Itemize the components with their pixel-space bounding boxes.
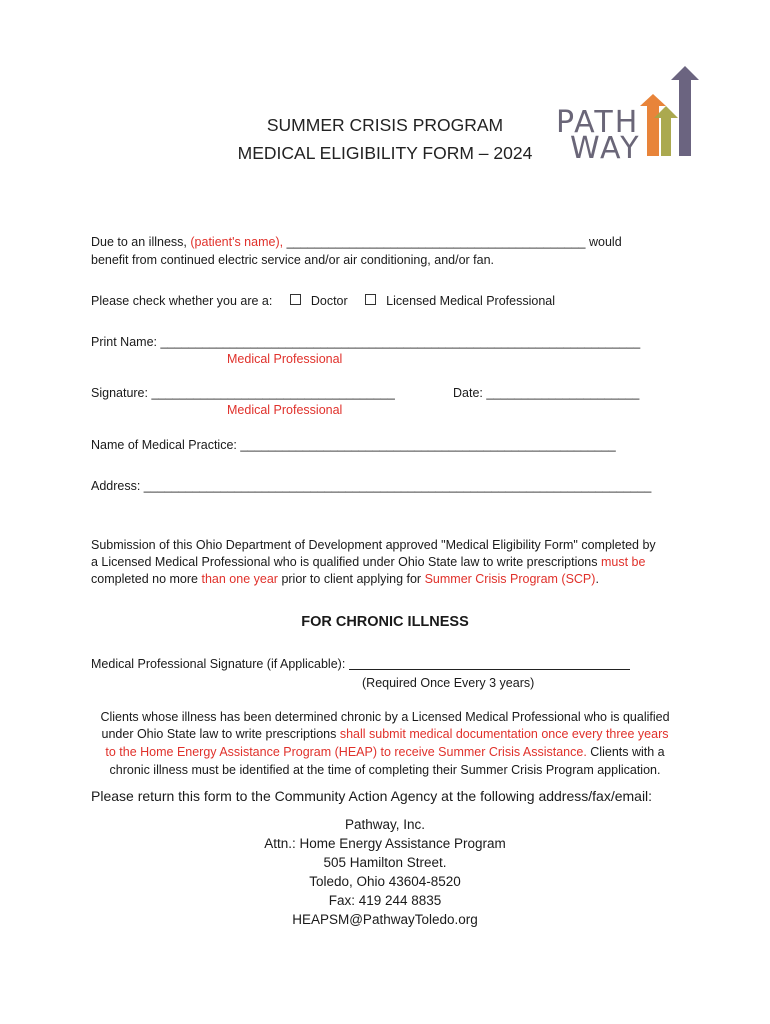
intro-line-1	[91, 235, 622, 249]
chronic-paragraph-line-4: chronic illness must be identified at the time of completing their Summer Crisis Program application.	[109, 763, 661, 777]
doctor-label: Doctor	[310, 294, 348, 308]
logo-text-way: WAY	[570, 131, 641, 166]
medical-practice-field[interactable]: Name of Medical Practice: ______________________________________________________	[91, 438, 616, 452]
licensed-professional-label: Licensed Medical Professional	[386, 294, 555, 308]
chronic-paragraph-line-1: Clients whose illness has been determined chronic by a Licensed Medical Professional who is qualified	[100, 710, 670, 724]
chronic-signature-label: Medical Professional Signature (if Applicable):	[91, 657, 346, 671]
chronic-paragraph-line-3	[0, 745, 770, 759]
pathway-logo	[550, 66, 710, 166]
submission-emphasis: than one year	[201, 572, 278, 586]
signature-sublabel: Medical Professional	[227, 403, 343, 417]
chronic-text: Clients with a	[590, 745, 665, 759]
submission-line-2	[91, 555, 645, 569]
submission-text: a Licensed Medical Professional who is qualified under Ohio State law to write prescriptions	[91, 555, 598, 569]
submission-period: .	[595, 572, 599, 586]
patient-name-blank[interactable]: ___________________________________________ would	[286, 235, 622, 249]
return-address-line: Toledo, Ohio 43604-8520	[309, 874, 461, 889]
signature-field[interactable]: Signature: ___________________________________	[91, 386, 395, 400]
logo-text-path: PATH	[556, 105, 640, 140]
submission-line-3	[91, 572, 599, 586]
return-instructions: Please return this form to the Community Action Agency at the following address/fax/email:	[91, 788, 653, 804]
print-name-sublabel: Medical Professional	[227, 352, 343, 366]
return-fax: Fax: 419 244 8835	[328, 893, 442, 908]
submission-line-1: Submission of this Ohio Department of Development approved "Medical Eligibility Form" completed by	[91, 538, 656, 552]
return-address-line: 505 Hamilton Street.	[323, 855, 447, 870]
profession-prompt: Please check whether you are a:	[91, 294, 273, 308]
chronic-signature-row	[91, 657, 630, 671]
intro-line-2: benefit from continued electric service and/or air conditioning, and/or fan.	[91, 253, 495, 267]
print-name-field[interactable]: Print Name: _____________________________________________________________________	[91, 335, 641, 349]
doctor-checkbox[interactable]	[290, 294, 301, 305]
submission-text: prior to client applying for	[281, 572, 422, 586]
submission-emphasis: Summer Crisis Program (SCP)	[424, 572, 596, 586]
patient-name-label: (patient's name),	[190, 235, 284, 249]
chronic-text: under Ohio State law to write prescriptions	[101, 727, 337, 741]
chronic-paragraph-line-2	[0, 727, 770, 741]
form-title-line-2: MEDICAL ELIGIBILITY FORM – 2024	[237, 143, 533, 163]
chronic-emphasis: to the Home Energy Assistance Program (HEAP) to receive Summer Crisis Assistance.	[105, 745, 587, 759]
submission-text: completed no more	[91, 572, 199, 586]
chronic-signature-line[interactable]	[349, 657, 630, 670]
date-field[interactable]: Date: ______________________	[453, 386, 640, 400]
chronic-illness-heading: FOR CHRONIC ILLNESS	[301, 614, 469, 630]
return-email[interactable]: HEAPSM@PathwayToledo.org	[292, 912, 478, 927]
chronic-signature-note: (Required Once Every 3 years)	[362, 676, 535, 690]
return-address-block	[0, 815, 770, 929]
submission-emphasis: must be	[601, 555, 646, 569]
profession-check-row	[91, 294, 555, 308]
address-field[interactable]: Address: _________________________________________________________________________	[91, 479, 652, 493]
form-title-line-1: SUMMER CRISIS PROGRAM	[266, 115, 504, 135]
licensed-professional-checkbox[interactable]	[365, 294, 376, 305]
chronic-emphasis: shall submit medical documentation once every three years	[339, 727, 669, 741]
return-address-line: Attn.: Home Energy Assistance Program	[264, 836, 506, 851]
intro-prefix: Due to an illness,	[91, 235, 187, 249]
return-address-line: Pathway, Inc.	[344, 817, 426, 832]
